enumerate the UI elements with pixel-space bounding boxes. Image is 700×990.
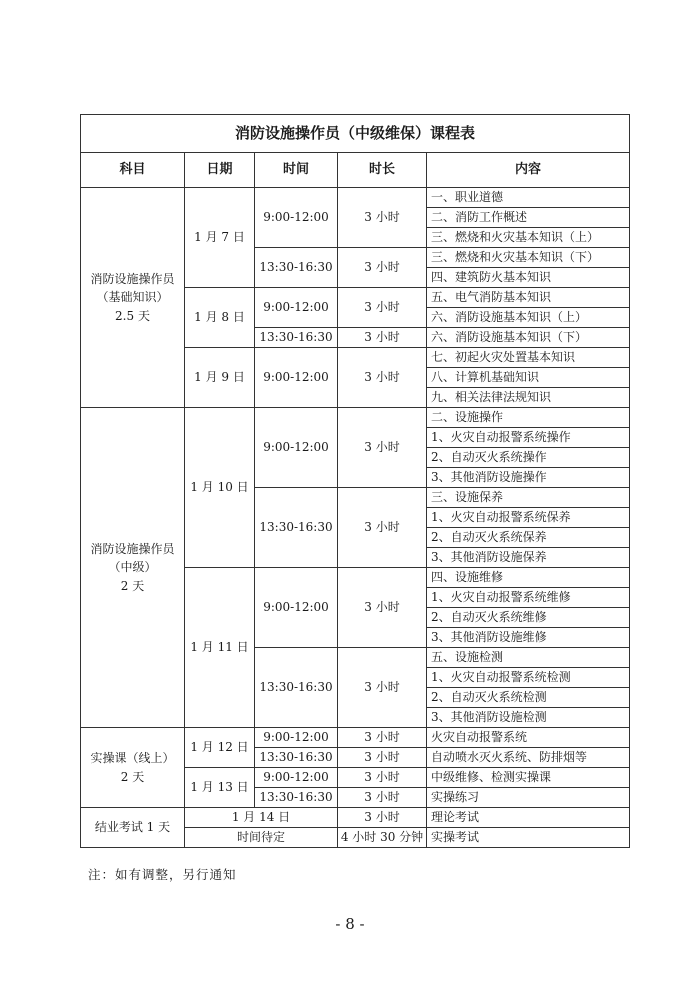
date-cell: 1 月 11 日 <box>185 568 255 728</box>
content-cell: 2、自动灭火系统检测 <box>427 688 630 708</box>
content-cell: 实操练习 <box>427 788 630 808</box>
content-cell: 五、电气消防基本知识 <box>427 288 630 308</box>
header-duration: 时长 <box>338 153 427 188</box>
content-cell: 2、自动灭火系统保养 <box>427 528 630 548</box>
content-cell: 1、火灾自动报警系统操作 <box>427 428 630 448</box>
duration-cell: 3 小时 <box>338 808 427 828</box>
time-cell: 9:00-12:00 <box>255 408 338 488</box>
page-number: - 8 - <box>335 915 365 933</box>
time-cell: 9:00-12:00 <box>255 768 338 788</box>
time-cell: 13:30-16:30 <box>255 788 338 808</box>
content-cell: 1、火灾自动报警系统维修 <box>427 588 630 608</box>
duration-cell: 3 小时 <box>338 568 427 648</box>
content-cell: 七、初起火灾处置基本知识 <box>427 348 630 368</box>
content-cell: 2、自动灭火系统操作 <box>427 448 630 468</box>
duration-cell: 3 小时 <box>338 728 427 748</box>
time-cell: 9:00-12:00 <box>255 568 338 648</box>
duration-cell: 3 小时 <box>338 188 427 248</box>
time-cell: 9:00-12:00 <box>255 288 338 328</box>
duration-cell: 3 小时 <box>338 328 427 348</box>
content-cell: 四、建筑防火基本知识 <box>427 268 630 288</box>
content-cell: 3、其他消防设施检测 <box>427 708 630 728</box>
content-cell: 五、设施检测 <box>427 648 630 668</box>
header-subject: 科目 <box>81 153 185 188</box>
content-cell: 四、设施维修 <box>427 568 630 588</box>
content-cell: 实操考试 <box>427 828 630 848</box>
duration-cell: 3 小时 <box>338 748 427 768</box>
duration-cell: 3 小时 <box>338 488 427 568</box>
course-schedule-table <box>80 114 630 848</box>
content-cell: 二、消防工作概述 <box>427 208 630 228</box>
date-cell: 1 月 10 日 <box>185 408 255 568</box>
content-cell: 一、职业道德 <box>427 188 630 208</box>
duration-cell: 4 小时 30 分钟 <box>338 828 427 848</box>
time-cell: 9:00-12:00 <box>255 188 338 248</box>
duration-cell: 3 小时 <box>338 348 427 408</box>
content-cell: 3、其他消防设施保养 <box>427 548 630 568</box>
content-cell: 六、消防设施基本知识（下） <box>427 328 630 348</box>
date-cell: 1 月 8 日 <box>185 288 255 348</box>
content-cell: 自动喷水灭火系统、防排烟等 <box>427 748 630 768</box>
subject-cell-intermediate: 消防设施操作员 （中级） 2 天 <box>81 408 185 728</box>
time-cell: 13:30-16:30 <box>255 648 338 728</box>
duration-cell: 3 小时 <box>338 248 427 288</box>
subject-cell-practice: 实操课（线上） 2 天 <box>81 728 185 808</box>
time-cell: 13:30-16:30 <box>255 328 338 348</box>
header-date: 日期 <box>185 153 255 188</box>
date-cell-wide: 1 月 14 日 <box>185 808 338 828</box>
content-cell: 中级维修、检测实操课 <box>427 768 630 788</box>
time-cell: 13:30-16:30 <box>255 748 338 768</box>
schedule-title: 消防设施操作员（中级维保）课程表 <box>81 115 630 153</box>
date-cell: 1 月 9 日 <box>185 348 255 408</box>
duration-cell: 3 小时 <box>338 288 427 328</box>
time-cell: 13:30-16:30 <box>255 248 338 288</box>
date-cell: 1 月 13 日 <box>185 768 255 808</box>
content-cell: 八、计算机基础知识 <box>427 368 630 388</box>
content-cell: 三、设施保养 <box>427 488 630 508</box>
duration-cell: 3 小时 <box>338 648 427 728</box>
content-cell: 1、火灾自动报警系统保养 <box>427 508 630 528</box>
time-cell: 13:30-16:30 <box>255 488 338 568</box>
content-cell: 1、火灾自动报警系统检测 <box>427 668 630 688</box>
subject-cell-basic: 消防设施操作员 （基础知识） 2.5 天 <box>81 188 185 408</box>
date-cell: 1 月 7 日 <box>185 188 255 288</box>
footnote: 注：如有调整，另行通知 <box>88 867 237 882</box>
subject-cell-exam: 结业考试 1 天 <box>81 808 185 848</box>
content-cell: 理论考试 <box>427 808 630 828</box>
content-cell: 火灾自动报警系统 <box>427 728 630 748</box>
content-cell: 六、消防设施基本知识（上） <box>427 308 630 328</box>
content-cell: 九、相关法律法规知识 <box>427 388 630 408</box>
duration-cell: 3 小时 <box>338 408 427 488</box>
date-cell-wide: 时间待定 <box>185 828 338 848</box>
content-cell: 三、燃烧和火灾基本知识（下） <box>427 248 630 268</box>
content-cell: 二、设施操作 <box>427 408 630 428</box>
content-cell: 2、自动灭火系统维修 <box>427 608 630 628</box>
content-cell: 3、其他消防设施维修 <box>427 628 630 648</box>
duration-cell: 3 小时 <box>338 788 427 808</box>
time-cell: 9:00-12:00 <box>255 728 338 748</box>
content-cell: 三、燃烧和火灾基本知识（上） <box>427 228 630 248</box>
date-cell: 1 月 12 日 <box>185 728 255 768</box>
header-time: 时间 <box>255 153 338 188</box>
duration-cell: 3 小时 <box>338 768 427 788</box>
time-cell: 9:00-12:00 <box>255 348 338 408</box>
content-cell: 3、其他消防设施操作 <box>427 468 630 488</box>
header-content: 内容 <box>427 153 630 188</box>
